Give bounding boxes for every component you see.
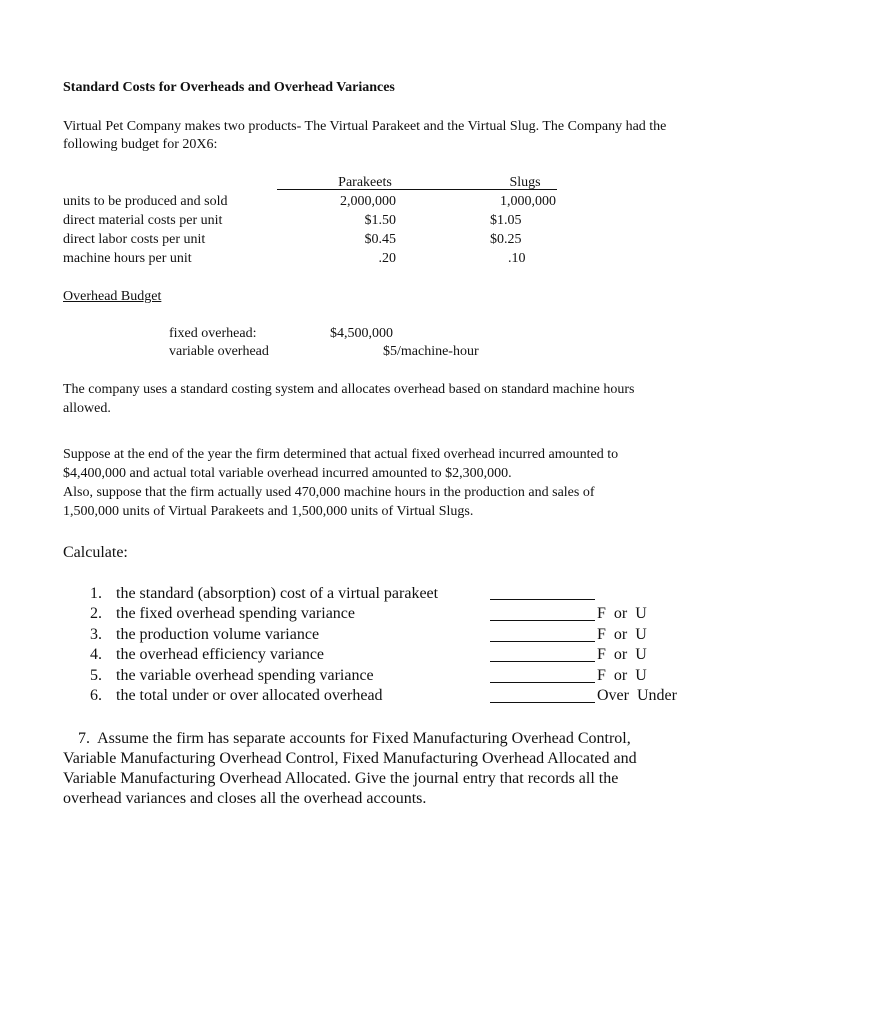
cell-parakeets-labor: $0.45 <box>364 232 396 247</box>
intro-line-2: following budget for 20X6: <box>63 137 218 152</box>
intro-line-1: Virtual Pet Company makes two products- The Virtual Parakeet and the Virtual Slug. The Company had the <box>63 119 667 134</box>
paragraph-1-line-2: allowed. <box>63 401 111 416</box>
answer-choice: F or U <box>597 646 647 663</box>
answer-choice: F or U <box>597 626 647 643</box>
overhead-budget-heading: Overhead Budget <box>63 289 162 304</box>
answer-blank[interactable] <box>490 620 595 621</box>
question-7-line-3: Variable Manufacturing Overhead Allocated. Give the journal entry that records all the <box>63 770 619 787</box>
question-text: the production volume variance <box>116 626 320 643</box>
question-7-line-4: overhead variances and closes all the overhead accounts. <box>63 790 427 807</box>
calculate-label: Calculate: <box>63 544 128 561</box>
paragraph-2-line-2: $4,400,000 and actual total variable overhead incurred amounted to $2,300,000. <box>63 466 512 481</box>
page-title: Standard Costs for Overheads and Overhead Variances <box>63 80 395 95</box>
answer-choice: F or U <box>597 667 647 684</box>
answer-choice: Over Under <box>597 687 677 704</box>
cell-parakeets-machine-hours: .20 <box>378 251 396 266</box>
question-7-line-1: 7. Assume the firm has separate accounts for Fixed Manufacturing Overhead Control, <box>78 730 631 747</box>
answer-blank[interactable] <box>490 682 595 683</box>
question-number: 6. <box>90 687 102 704</box>
cell-slugs-units: 1,000,000 <box>500 194 556 209</box>
question-number: 2. <box>90 605 102 622</box>
col-header-parakeets: Parakeets <box>338 175 392 190</box>
paragraph-2-line-3: Also, suppose that the firm actually used 470,000 machine hours in the production and sales of <box>63 485 595 500</box>
row-label-material: direct material costs per unit <box>63 213 223 228</box>
question-text: the overhead efficiency variance <box>116 646 325 663</box>
question-7-line-2: Variable Manufacturing Overhead Control, Fixed Manufacturing Overhead Allocated and <box>63 750 637 767</box>
cell-slugs-machine-hours: .10 <box>508 251 526 266</box>
fixed-overhead-label: fixed overhead: <box>169 326 257 341</box>
question-text: the variable overhead spending variance <box>116 667 374 684</box>
question-text: the fixed overhead spending variance <box>116 605 356 622</box>
question-text: the total under or over allocated overhead <box>116 687 383 704</box>
cell-parakeets-units: 2,000,000 <box>340 194 396 209</box>
answer-blank[interactable] <box>490 661 595 662</box>
row-label-units: units to be produced and sold <box>63 194 228 209</box>
paragraph-2-line-1: Suppose at the end of the year the firm determined that actual fixed overhead incurred amounted to <box>63 447 619 462</box>
question-number: 4. <box>90 646 102 663</box>
answer-blank[interactable] <box>490 702 595 703</box>
question-number: 3. <box>90 626 102 643</box>
cell-parakeets-material: $1.50 <box>364 213 396 228</box>
question-number: 5. <box>90 667 102 684</box>
answer-choice: F or U <box>597 605 647 622</box>
paragraph-1-line-1: The company uses a standard costing system and allocates overhead based on standard machine hours <box>63 382 635 397</box>
answer-blank[interactable] <box>490 599 595 600</box>
paragraph-2-line-4: 1,500,000 units of Virtual Parakeets and 1,500,000 units of Virtual Slugs. <box>63 504 474 519</box>
question-number: 1. <box>90 585 102 602</box>
col-header-slugs: Slugs <box>509 175 541 190</box>
fixed-overhead-value: $4,500,000 <box>330 326 393 341</box>
answer-blank[interactable] <box>490 641 595 642</box>
variable-overhead-value: $5/machine-hour <box>383 344 479 359</box>
cell-slugs-material: $1.05 <box>490 213 522 228</box>
row-label-machine-hours: machine hours per unit <box>63 251 192 266</box>
cell-slugs-labor: $0.25 <box>490 232 522 247</box>
row-label-labor: direct labor costs per unit <box>63 232 206 247</box>
question-text: the standard (absorption) cost of a virtual parakeet <box>116 585 439 602</box>
variable-overhead-label: variable overhead <box>169 344 269 359</box>
